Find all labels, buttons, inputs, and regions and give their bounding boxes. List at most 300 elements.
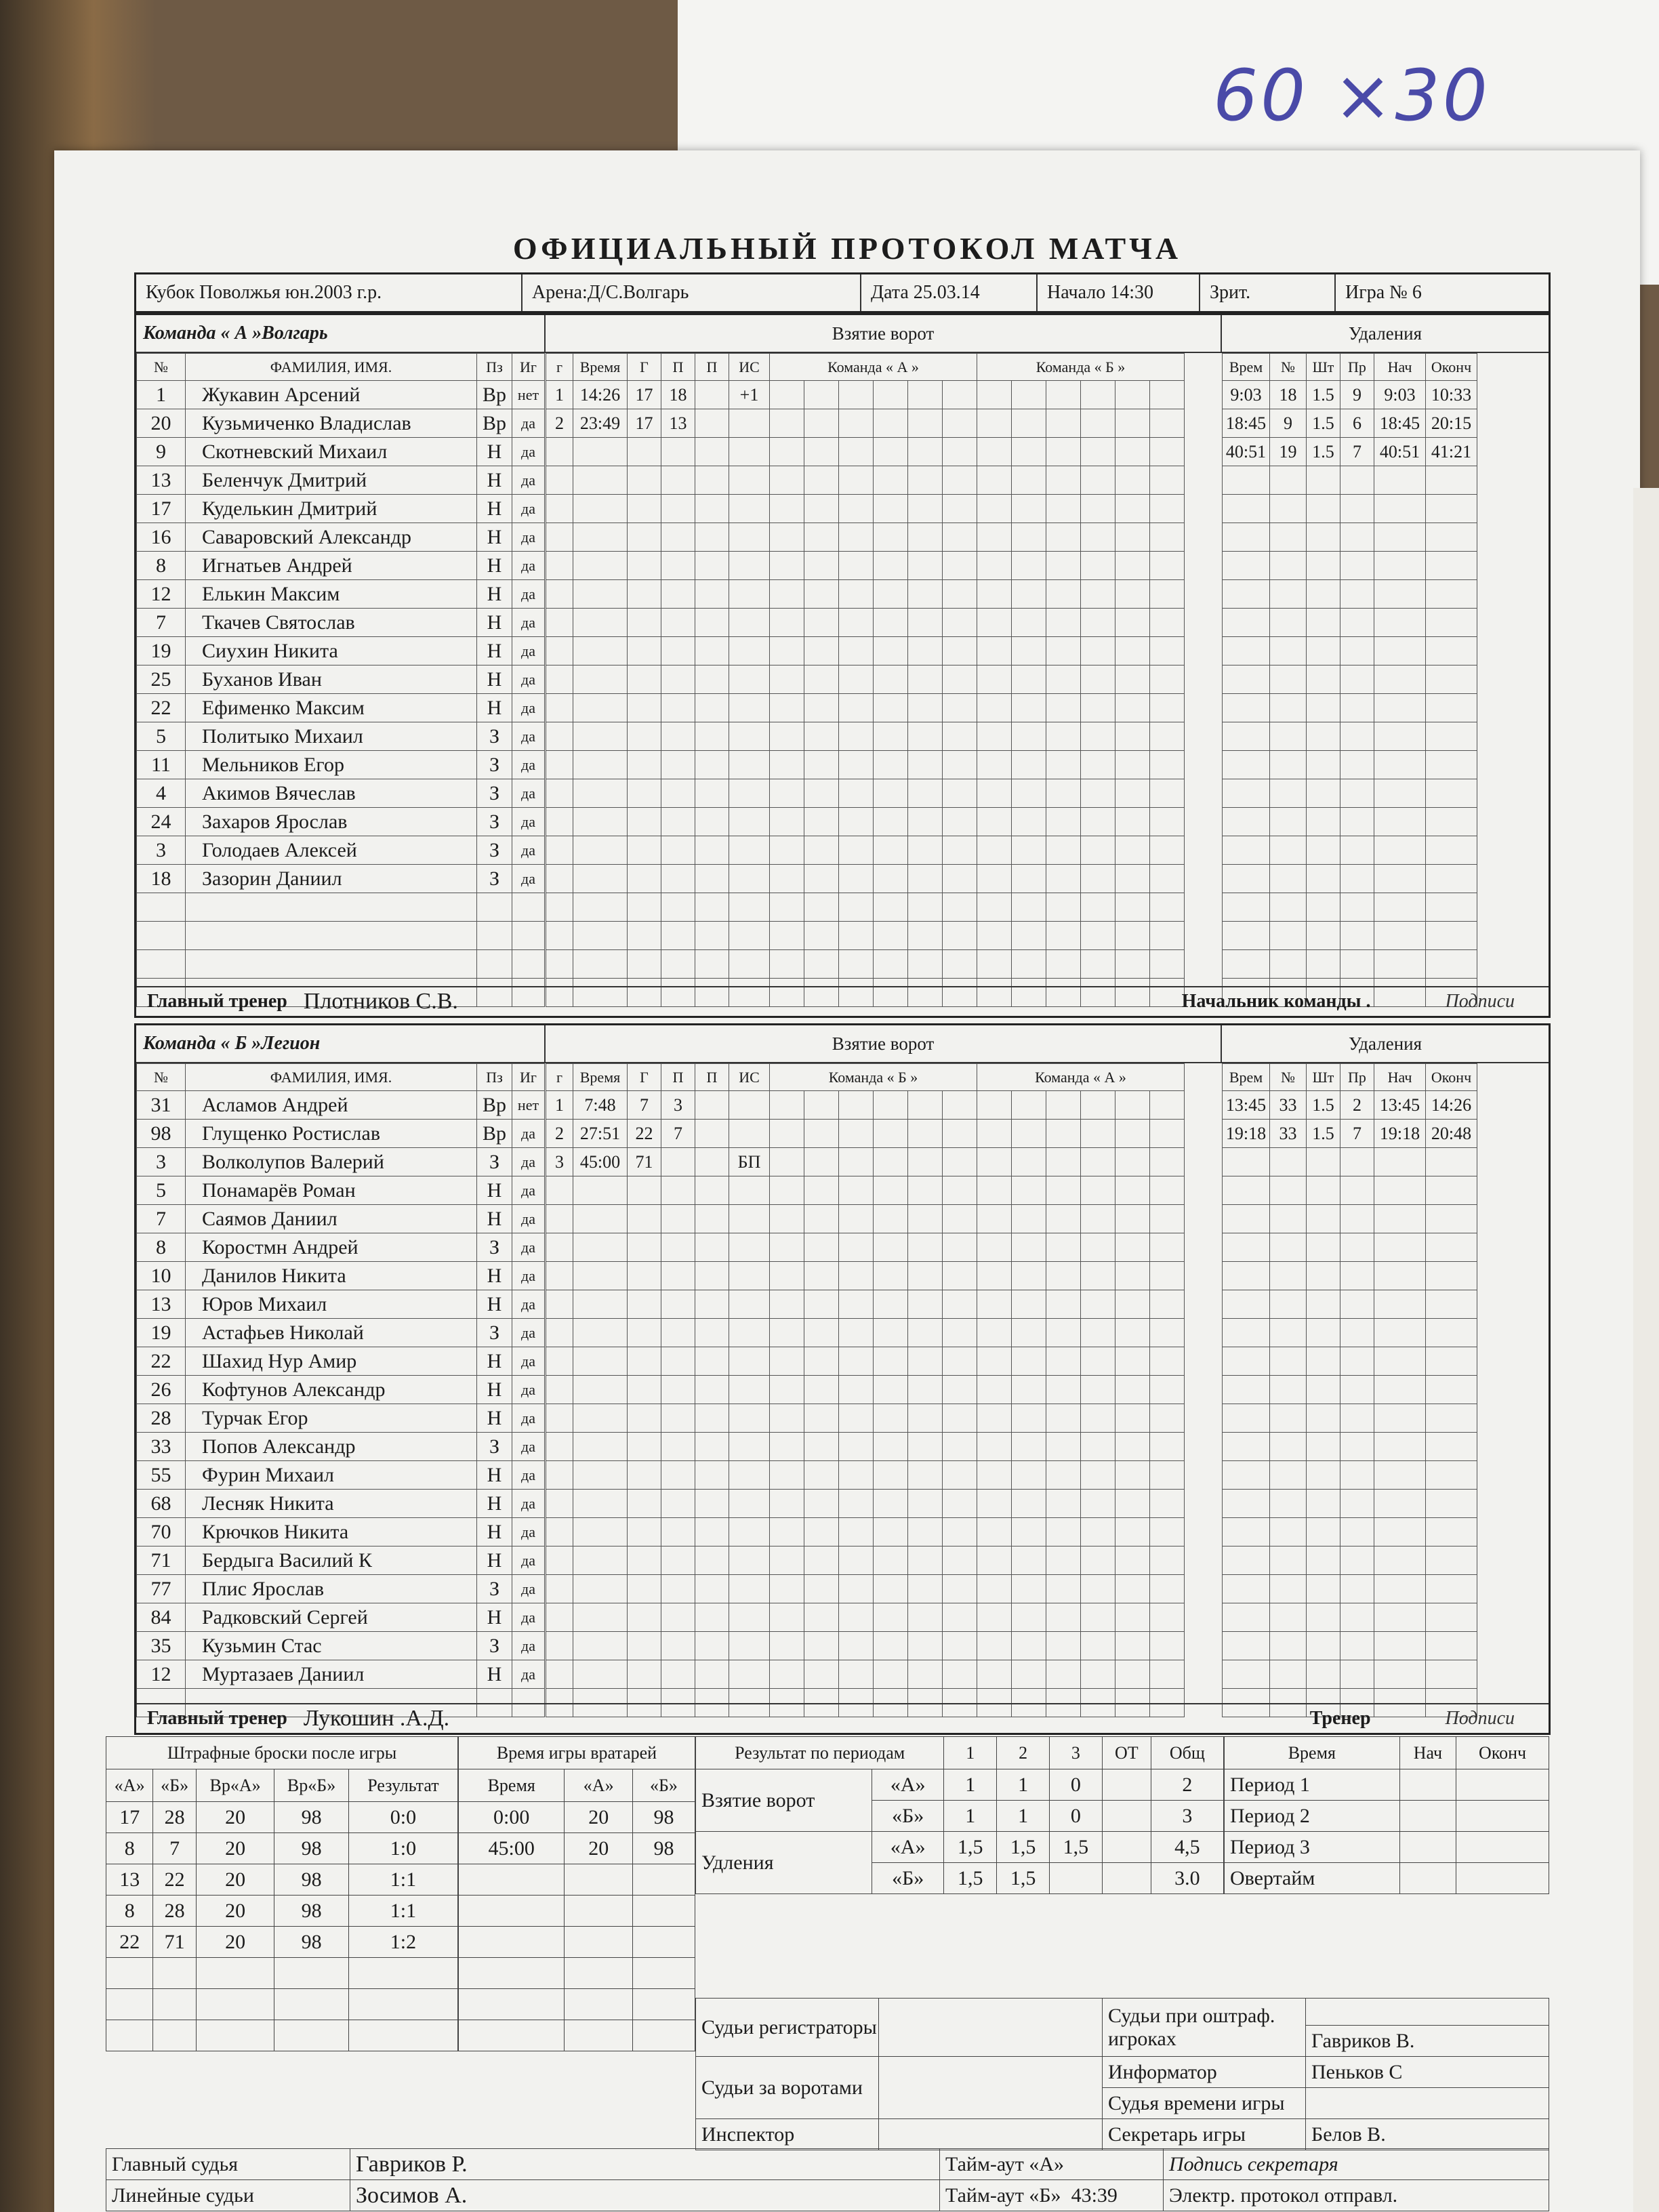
player-number: 70 xyxy=(137,1518,186,1547)
penalty-row xyxy=(1223,1148,1477,1176)
column-header: Г xyxy=(628,354,661,381)
player-name: Буханов Иван xyxy=(186,665,477,694)
player-name: Волколупов Валерий xyxy=(186,1148,477,1176)
shootout-row xyxy=(106,1927,458,1958)
shootout-cell: 13 xyxy=(106,1864,153,1896)
arena: Арена:Д/С.Волгарь xyxy=(523,274,861,311)
period-times-table xyxy=(1224,1736,1549,1894)
player-position: Н xyxy=(477,1461,512,1490)
penalty-row xyxy=(1223,580,1477,609)
player-row xyxy=(137,694,545,722)
player-position: Вр xyxy=(477,1120,512,1148)
goal-P: 18 xyxy=(661,381,695,409)
player-number: 35 xyxy=(137,1632,186,1660)
player-name: Асламов Андрей xyxy=(186,1091,477,1120)
player-played: да xyxy=(512,552,545,580)
team-col: Команда « А » xyxy=(770,354,977,381)
goal-row xyxy=(546,466,1185,495)
shootout-row xyxy=(106,1864,458,1896)
empty-row xyxy=(137,950,545,979)
pen-header-row xyxy=(1223,354,1477,381)
player-name: Акимов Вячеслав xyxy=(186,779,477,808)
period-name: Овертайм xyxy=(1225,1863,1400,1894)
player-row xyxy=(137,1461,545,1490)
goalie-row xyxy=(459,2020,695,2051)
goal-G: 71 xyxy=(628,1148,661,1176)
pen-e: 20:15 xyxy=(1426,409,1477,438)
goal-row xyxy=(546,1148,1185,1176)
player-played: да xyxy=(512,409,545,438)
team-col: Команда « А » xyxy=(977,1064,1185,1091)
team-b-penalties xyxy=(1222,1063,1477,1717)
goal-row xyxy=(546,665,1185,694)
team-b-roster xyxy=(136,1063,545,1717)
shootout-cell: 8 xyxy=(106,1896,153,1927)
pen-s: 13:45 xyxy=(1374,1091,1426,1120)
column-header: «Б» xyxy=(632,1769,695,1802)
goal-row xyxy=(546,637,1185,665)
goal-row xyxy=(546,779,1185,808)
goal-P: 7 xyxy=(661,1120,695,1148)
player-played: нет xyxy=(512,381,545,409)
column-header: ИС xyxy=(729,354,770,381)
player-played: да xyxy=(512,694,545,722)
player-position: Н xyxy=(477,523,512,552)
goals-header-row xyxy=(546,1064,1185,1091)
player-position: Н xyxy=(477,1290,512,1319)
player-number: 16 xyxy=(137,523,186,552)
shootout-cell: 28 xyxy=(153,1896,197,1927)
goalie-row xyxy=(459,1958,695,1989)
player-played: да xyxy=(512,1490,545,1518)
pen-sht: 1.5 xyxy=(1307,1120,1340,1148)
period-value: 1 xyxy=(997,1801,1050,1832)
goal-row xyxy=(546,1347,1185,1376)
column-header: Врем xyxy=(1223,354,1270,381)
goalie-cell: 45:00 xyxy=(459,1833,565,1864)
pen-sht: 1.5 xyxy=(1307,438,1340,466)
player-name: Данилов Никита xyxy=(186,1262,477,1290)
team-a-coach-row xyxy=(136,986,1549,1016)
penalty-row xyxy=(1223,466,1477,495)
player-played: нет xyxy=(512,1091,545,1120)
column-header: 2 xyxy=(997,1737,1050,1769)
secretary-value: Белов В. xyxy=(1306,2119,1549,2150)
column-header: г xyxy=(546,354,573,381)
pen-e: 10:33 xyxy=(1426,381,1477,409)
goal-row xyxy=(546,922,1185,950)
shootout-cell: 0:0 xyxy=(348,1802,457,1833)
player-name: Турчак Егор xyxy=(186,1404,477,1433)
player-position: З xyxy=(477,1632,512,1660)
player-number: 33 xyxy=(137,1433,186,1461)
period-time-row xyxy=(1225,1832,1549,1863)
player-number: 8 xyxy=(137,1233,186,1262)
player-number: 98 xyxy=(137,1120,186,1148)
goal-P: 13 xyxy=(661,409,695,438)
pen-sht: 1.5 xyxy=(1307,381,1340,409)
penalty-row xyxy=(1223,1376,1477,1404)
goal-row xyxy=(546,552,1185,580)
penalty-row xyxy=(1223,1518,1477,1547)
player-played: да xyxy=(512,495,545,523)
player-played: да xyxy=(512,1319,545,1347)
linesmen-label: Линейные судьи xyxy=(106,2180,350,2211)
penalties-header-b: Удаления xyxy=(1348,1033,1422,1054)
player-number: 13 xyxy=(137,466,186,495)
player-name: Кузьмиченко Владислав xyxy=(186,409,477,438)
goal-row xyxy=(546,1091,1185,1120)
player-position: Н xyxy=(477,637,512,665)
player-position: Н xyxy=(477,1262,512,1290)
player-row xyxy=(137,1433,545,1461)
pen-no: 19 xyxy=(1270,438,1307,466)
column-header: ИС xyxy=(729,1064,770,1091)
player-row xyxy=(137,409,545,438)
player-number: 19 xyxy=(137,1319,186,1347)
period-value: 1,5 xyxy=(1049,1832,1102,1863)
player-number: 10 xyxy=(137,1262,186,1290)
player-row xyxy=(137,1547,545,1575)
shootout-cell: 98 xyxy=(274,1833,349,1864)
player-number: 7 xyxy=(137,609,186,637)
penalty-judges-value: Гавриков В. xyxy=(1306,2026,1549,2057)
player-played: да xyxy=(512,1603,545,1632)
player-row xyxy=(137,1120,545,1148)
player-number: 1 xyxy=(137,381,186,409)
goal-g: 1 xyxy=(546,381,573,409)
player-name: Саямов Даниил xyxy=(186,1205,477,1233)
player-number: 9 xyxy=(137,438,186,466)
empty-row xyxy=(137,922,545,950)
player-played: да xyxy=(512,1233,545,1262)
player-number: 17 xyxy=(137,495,186,523)
player-position: Н xyxy=(477,1660,512,1689)
player-name: Астафьев Николай xyxy=(186,1319,477,1347)
goalie-cell: 0:00 xyxy=(459,1802,565,1833)
team-a-name: Команда « А »Волгарь xyxy=(136,315,546,352)
pen-pr: 9 xyxy=(1340,381,1374,409)
penalty-row xyxy=(1223,1091,1477,1120)
column-header: ФАМИЛИЯ, ИМЯ. xyxy=(186,1064,477,1091)
player-name: Радковский Сергей xyxy=(186,1603,477,1632)
shootout-cell: 22 xyxy=(106,1927,153,1958)
player-row xyxy=(137,1347,545,1376)
column-header: П xyxy=(661,354,695,381)
shootout-cell: 20 xyxy=(196,1833,274,1864)
period-value: 0 xyxy=(1049,1801,1102,1832)
player-row xyxy=(137,1660,545,1689)
period-row xyxy=(696,1769,1224,1801)
player-name: Глущенко Ростислав xyxy=(186,1120,477,1148)
head-coach-label-b: Главный тренер xyxy=(147,1708,287,1729)
roster-header xyxy=(137,1064,545,1091)
goal-P2 xyxy=(695,381,729,409)
player-row xyxy=(137,1233,545,1262)
goal-IS xyxy=(729,409,770,438)
penalty-row xyxy=(1223,751,1477,779)
empty-row xyxy=(137,893,545,922)
period-value xyxy=(1102,1863,1151,1894)
pen-e: 14:26 xyxy=(1426,1091,1477,1120)
period-time-row xyxy=(1225,1863,1549,1894)
goal-row xyxy=(546,751,1185,779)
shootout-row xyxy=(106,1896,458,1927)
player-number: 20 xyxy=(137,409,186,438)
shootout-cell: 98 xyxy=(274,1864,349,1896)
player-number: 5 xyxy=(137,1176,186,1205)
goal-row xyxy=(546,1490,1185,1518)
player-number: 3 xyxy=(137,1148,186,1176)
period-name: Период 1 xyxy=(1225,1769,1400,1801)
column-header: ФАМИЛИЯ, ИМЯ. xyxy=(186,354,477,381)
player-played: да xyxy=(512,1575,545,1603)
player-row xyxy=(137,381,545,409)
player-position: Н xyxy=(477,552,512,580)
player-number: 12 xyxy=(137,1660,186,1689)
player-row xyxy=(137,751,545,779)
player-played: да xyxy=(512,751,545,779)
shootout-cell: 8 xyxy=(106,1833,153,1864)
goal-row xyxy=(546,1290,1185,1319)
penalty-row xyxy=(1223,1575,1477,1603)
player-position: З xyxy=(477,808,512,836)
player-row xyxy=(137,495,545,523)
goal-row xyxy=(546,523,1185,552)
pen-t: 13:45 xyxy=(1223,1091,1270,1120)
column-header: Врем xyxy=(1223,1064,1270,1091)
team-a-penalties xyxy=(1222,353,1477,1007)
timeout-b-row xyxy=(940,2180,1164,2211)
player-number: 4 xyxy=(137,779,186,808)
goal-P2 xyxy=(695,1120,729,1148)
player-number: 71 xyxy=(137,1547,186,1575)
player-row xyxy=(137,580,545,609)
player-position: Н xyxy=(477,1205,512,1233)
match-header xyxy=(134,272,1551,313)
penalty-row xyxy=(1223,1404,1477,1433)
timeout-b-value: 43:39 xyxy=(1071,2184,1118,2207)
player-position: З xyxy=(477,1148,512,1176)
team-b-goals xyxy=(546,1063,1185,1717)
match-date: Дата 25.03.14 xyxy=(861,274,1038,311)
penalty-row xyxy=(1223,637,1477,665)
goal-row xyxy=(546,1233,1185,1262)
player-row xyxy=(137,552,545,580)
team-mark: «А» xyxy=(872,1832,944,1863)
penalty-row xyxy=(1223,495,1477,523)
player-name: Бердыга Василий К xyxy=(186,1547,477,1575)
penalty-row xyxy=(1223,865,1477,893)
column-header: Результат xyxy=(348,1769,457,1802)
shootout-cell: 71 xyxy=(153,1927,197,1958)
goal-IS xyxy=(729,1091,770,1120)
shootout-cell: 20 xyxy=(196,1927,274,1958)
goalie-row xyxy=(459,1802,695,1833)
signatures-label: Подписи xyxy=(1445,991,1515,1012)
goal-P2 xyxy=(695,1091,729,1120)
pen-no: 18 xyxy=(1270,381,1307,409)
player-name: Юров Михаил xyxy=(186,1290,477,1319)
goal-row xyxy=(546,1319,1185,1347)
player-played: да xyxy=(512,1148,545,1176)
player-played: да xyxy=(512,836,545,865)
goal-G: 17 xyxy=(628,409,661,438)
team-mark: «Б» xyxy=(872,1801,944,1832)
team-b-section xyxy=(134,1023,1551,1735)
goal-row xyxy=(546,438,1185,466)
player-number: 84 xyxy=(137,1603,186,1632)
pen-no: 33 xyxy=(1270,1120,1307,1148)
goal-time: 27:51 xyxy=(573,1120,628,1148)
team-a-section xyxy=(134,313,1551,1018)
match-protocol-sheet xyxy=(54,150,1640,2212)
player-row xyxy=(137,779,545,808)
player-position: Н xyxy=(477,495,512,523)
shootout-title: Штрафные броски после игры xyxy=(106,1737,458,1769)
goal-row xyxy=(546,722,1185,751)
main-referee-value: Гавриков Р. xyxy=(350,2149,940,2180)
goal-time: 23:49 xyxy=(573,409,628,438)
player-name: Елькин Максим xyxy=(186,580,477,609)
player-row xyxy=(137,1262,545,1290)
player-number: 13 xyxy=(137,1290,186,1319)
player-name: Беленчук Дмитрий xyxy=(186,466,477,495)
goal-row xyxy=(546,950,1185,979)
column-header: № xyxy=(1270,1064,1307,1091)
shootout-cell: 22 xyxy=(153,1864,197,1896)
player-played: да xyxy=(512,1404,545,1433)
period-value: 1,5 xyxy=(944,1863,997,1894)
penalty-row xyxy=(1223,438,1477,466)
period-row-label: Удления xyxy=(696,1832,872,1894)
column-header: Пр xyxy=(1340,1064,1374,1091)
goalie-row xyxy=(459,1864,695,1896)
player-played: да xyxy=(512,1376,545,1404)
player-name: Политыко Михаил xyxy=(186,722,477,751)
penalty-row xyxy=(1223,808,1477,836)
column-header: Пз xyxy=(477,1064,512,1091)
shootout-cell: 7 xyxy=(153,1833,197,1864)
penalty-row xyxy=(1223,1490,1477,1518)
column-header: Оконч xyxy=(1426,354,1477,381)
period-value: 1,5 xyxy=(997,1832,1050,1863)
penalty-row xyxy=(1223,609,1477,637)
column-header: № xyxy=(137,354,186,381)
player-row xyxy=(137,1632,545,1660)
shootout-row xyxy=(106,1989,458,2020)
column-header: Оконч xyxy=(1456,1737,1549,1769)
period-name: Период 3 xyxy=(1225,1832,1400,1863)
column-header: П xyxy=(695,1064,729,1091)
player-position: З xyxy=(477,1433,512,1461)
column-header: Время xyxy=(573,1064,628,1091)
penalty-row xyxy=(1223,1603,1477,1632)
team-mark: «А» xyxy=(872,1769,944,1801)
main-referee-label: Главный судья xyxy=(106,2149,350,2180)
penalty-row xyxy=(1223,1433,1477,1461)
penalty-row xyxy=(1223,1205,1477,1233)
column-header: «Б» xyxy=(153,1769,197,1802)
player-name: Ткачев Святослав xyxy=(186,609,477,637)
column-header: Нач xyxy=(1399,1737,1456,1769)
pen-header-row xyxy=(1223,1064,1477,1091)
shootout-cell: 98 xyxy=(274,1802,349,1833)
spectators: Зрит. xyxy=(1200,274,1336,311)
player-row xyxy=(137,438,545,466)
player-position: З xyxy=(477,1233,512,1262)
team-mark: «Б» xyxy=(872,1863,944,1894)
goal-row xyxy=(546,409,1185,438)
player-name: Фурин Михаил xyxy=(186,1461,477,1490)
column-header: ОТ xyxy=(1102,1737,1151,1769)
linesmen-value: Зосимов А. xyxy=(350,2180,940,2211)
penalty-row xyxy=(1223,1547,1477,1575)
period-value: 1 xyxy=(944,1769,997,1801)
player-played: да xyxy=(512,1461,545,1490)
pen-sht: 1.5 xyxy=(1307,409,1340,438)
penalty-row xyxy=(1223,381,1477,409)
inspector-label: Инспектор xyxy=(696,2119,879,2150)
pen-s: 19:18 xyxy=(1374,1120,1426,1148)
column-header: П xyxy=(695,354,729,381)
goal-row xyxy=(546,1632,1185,1660)
periods-title: Результат по периодам xyxy=(696,1737,944,1769)
pen-e: 41:21 xyxy=(1426,438,1477,466)
player-played: да xyxy=(512,637,545,665)
goalie-row xyxy=(459,1833,695,1864)
column-header: № xyxy=(1270,354,1307,381)
summary-section xyxy=(106,1736,1570,2212)
goal-time: 14:26 xyxy=(573,381,628,409)
penalty-row xyxy=(1223,922,1477,950)
goal-row xyxy=(546,1660,1185,1689)
column-header: № xyxy=(137,1064,186,1091)
goal-row xyxy=(546,1547,1185,1575)
player-position: Вр xyxy=(477,409,512,438)
game-number: Игра № 6 xyxy=(1345,282,1422,303)
goal-row xyxy=(546,1376,1185,1404)
player-played: да xyxy=(512,1205,545,1233)
column-header: Нач xyxy=(1374,354,1426,381)
goal-G: 7 xyxy=(628,1091,661,1120)
player-number: 22 xyxy=(137,694,186,722)
player-number: 5 xyxy=(137,722,186,751)
period-value: 0 xyxy=(1049,1769,1102,1801)
column-header: Иг xyxy=(512,354,545,381)
player-name: Жукавин Арсений xyxy=(186,381,477,409)
player-played: да xyxy=(512,1518,545,1547)
player-position: Н xyxy=(477,609,512,637)
shootout-row xyxy=(106,2020,458,2051)
pen-t: 9:03 xyxy=(1223,381,1270,409)
shootout-cell: 20 xyxy=(196,1896,274,1927)
goal-IS: БП xyxy=(729,1148,770,1176)
period-value: 1 xyxy=(997,1769,1050,1801)
officials-table xyxy=(695,1998,1549,2150)
column-header: Нач xyxy=(1374,1064,1426,1091)
goal-row xyxy=(546,580,1185,609)
player-position: Н xyxy=(477,1176,512,1205)
column-header: Пз xyxy=(477,354,512,381)
penalty-row xyxy=(1223,1461,1477,1490)
shootout-cell: 1:0 xyxy=(348,1833,457,1864)
player-name: Голодаев Алексей xyxy=(186,836,477,865)
shootout-row xyxy=(106,1958,458,1989)
period-value: 1 xyxy=(944,1801,997,1832)
pen-pr: 7 xyxy=(1340,1120,1374,1148)
column-header: «А» xyxy=(565,1769,632,1802)
